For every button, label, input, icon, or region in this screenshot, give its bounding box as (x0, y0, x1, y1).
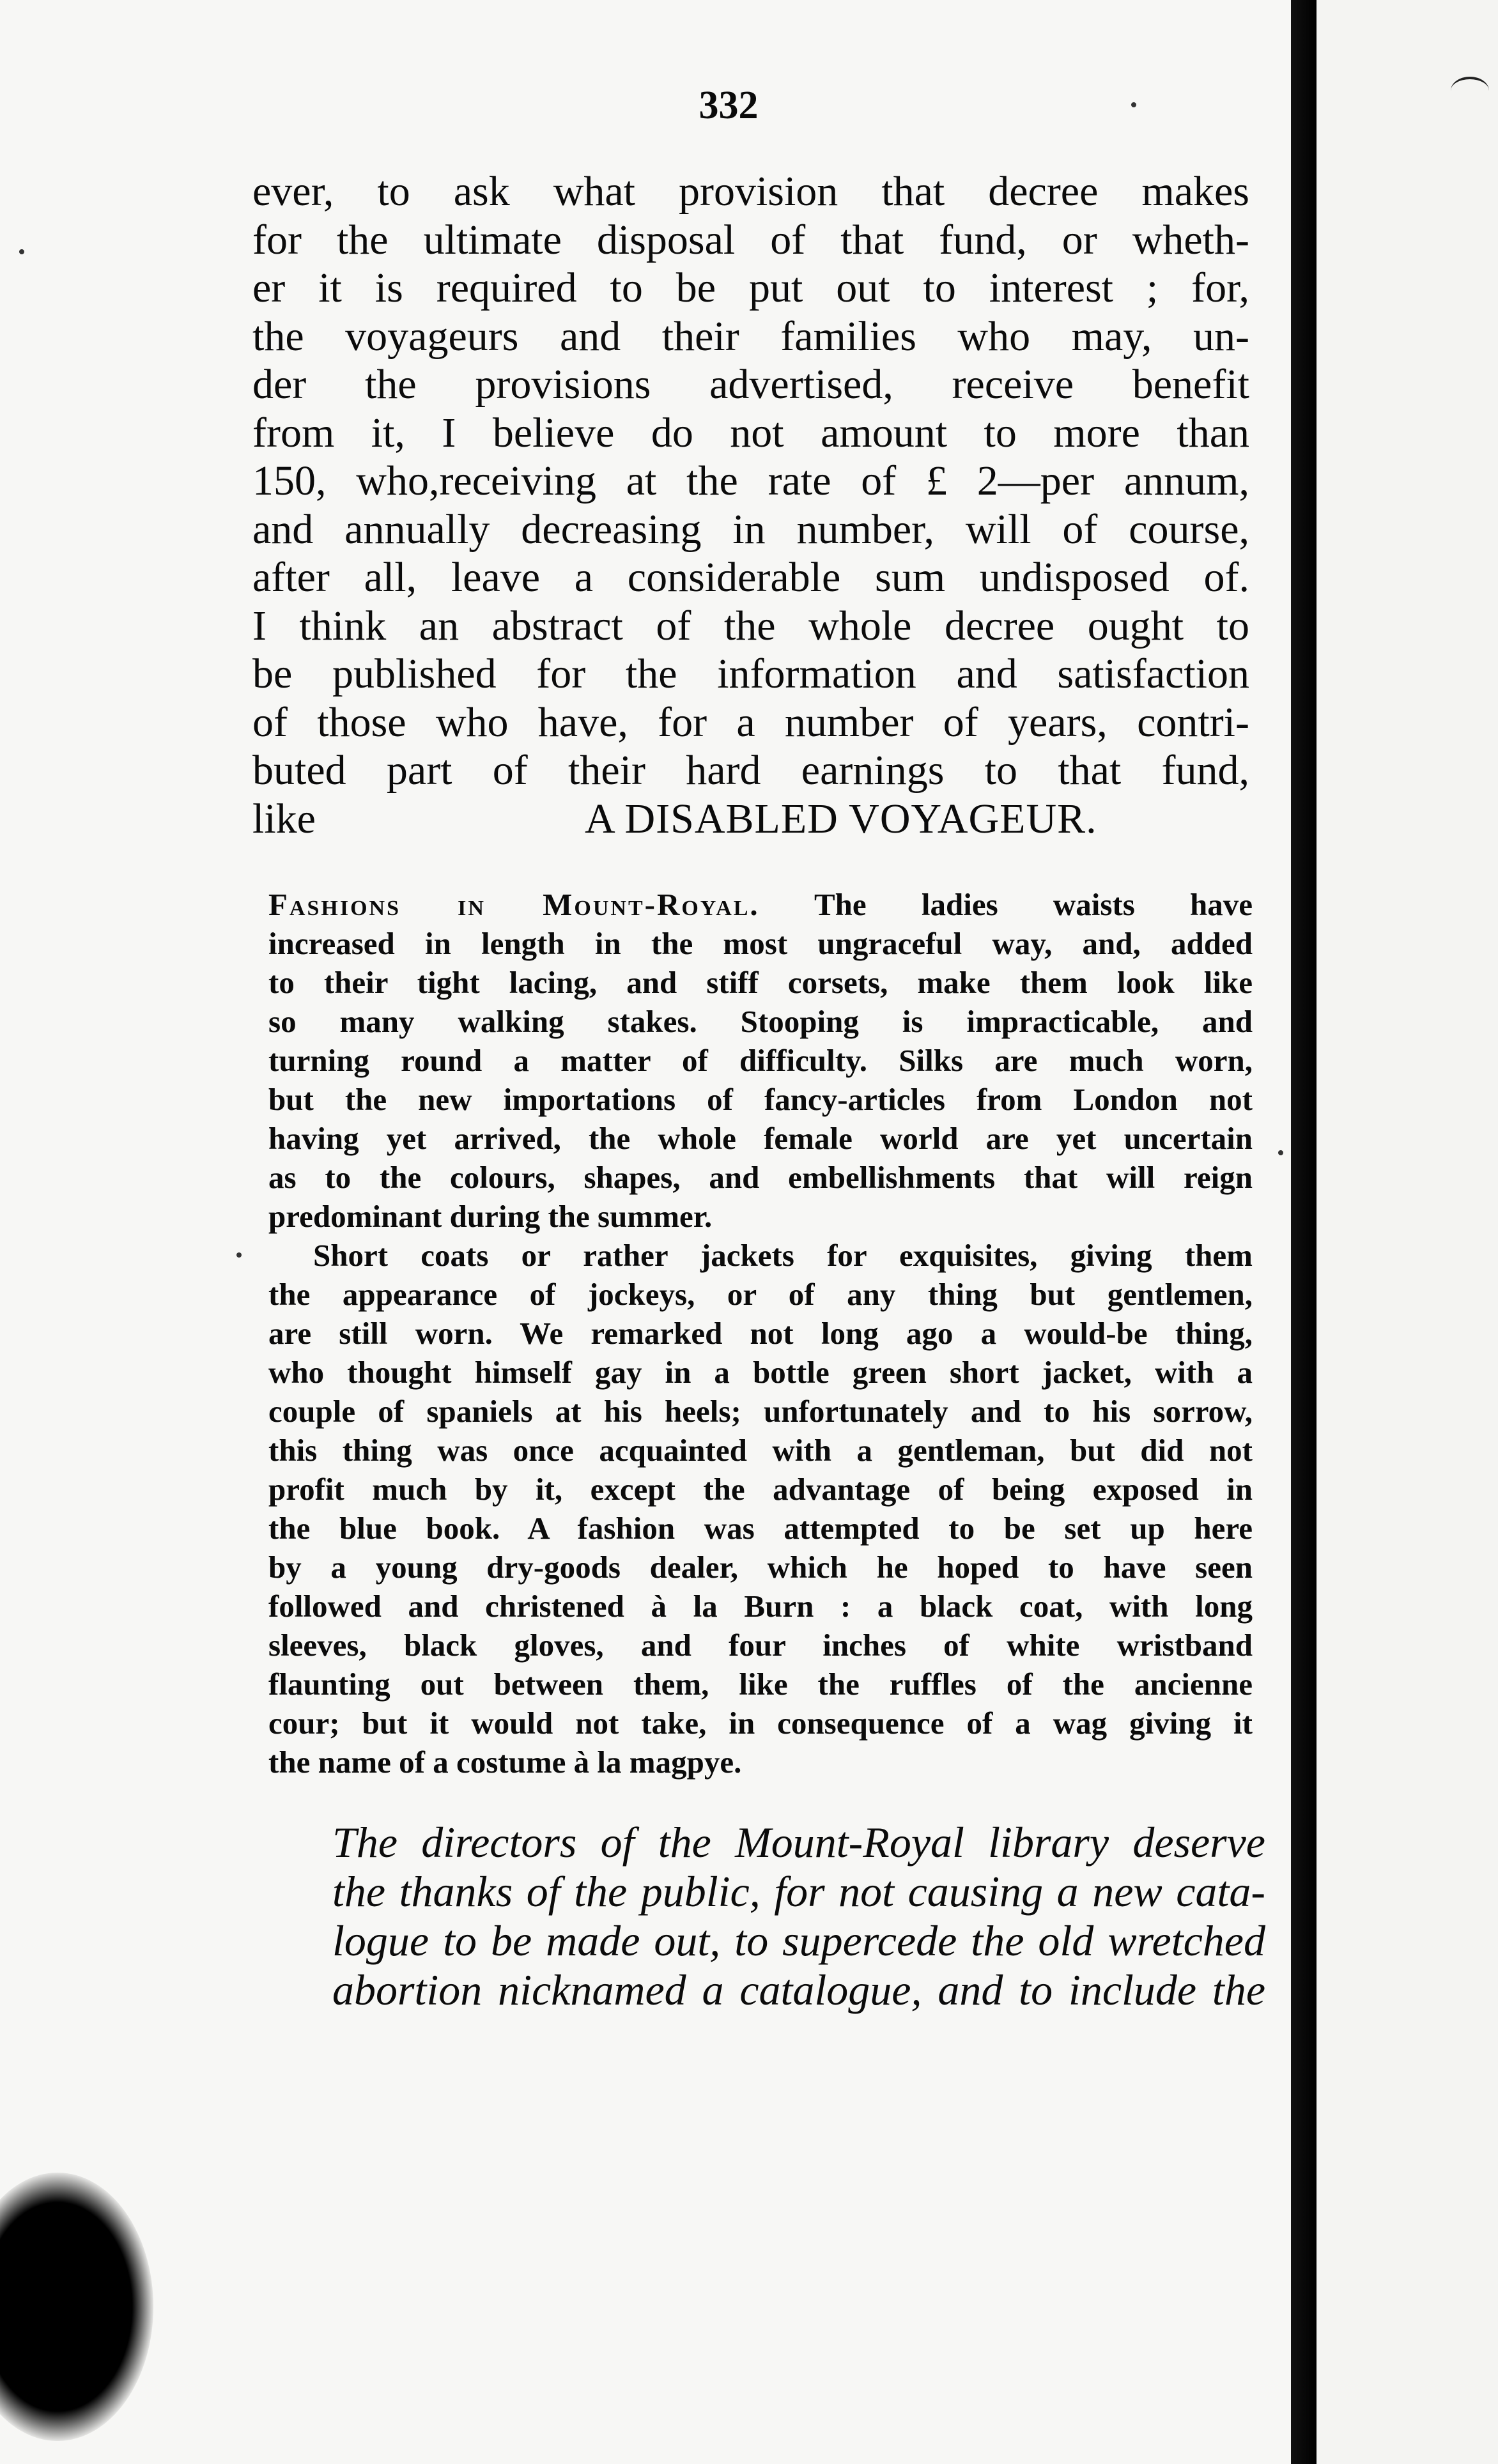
article-line: to their tight lacing, and stiff corsets, make them look like (268, 965, 1253, 1000)
article-line: by a young dry-goods dealer, which he hoped to have seen (268, 1550, 1253, 1585)
article-line: this thing was once acquainted with a gentleman, but did not (268, 1433, 1253, 1468)
letter-closing-line (252, 795, 1249, 843)
page-number: 332 (699, 84, 759, 127)
letter-closing-word: like (252, 795, 316, 842)
ink-speck (1131, 102, 1136, 107)
article-line: cour; but it would not take, in consequence of a wag giving it (268, 1706, 1253, 1741)
letter-line: er it is required to be put out to interest ; for, (252, 265, 1249, 311)
letter-line: der the provisions advertised, receive benefit (252, 361, 1249, 408)
article-line: as to the colours, shapes, and embellishments that will reign (268, 1160, 1253, 1195)
facing-page-edge (1317, 0, 1498, 2464)
article-line: who thought himself gay in a bottle green short jacket, with a (268, 1355, 1253, 1390)
article-first-line (268, 885, 1253, 924)
article-line: profit much by it, except the advantage of being exposed in (268, 1472, 1253, 1507)
notice-line: logue to be made out, to supercede the old wretched (332, 1916, 1265, 1965)
article-line: the blue book. A fashion was attempted to be set up here (268, 1511, 1253, 1546)
notice-line: abortion nicknamed a catalogue, and to include the (332, 1966, 1265, 2014)
ink-speck (236, 1252, 242, 1258)
article-line: turning round a matter of difficulty. Silks are much worn, (268, 1043, 1253, 1078)
letter-line: be published for the information and satisfaction (252, 651, 1249, 697)
article-line: sleeves, black gloves, and four inches of white wristband (268, 1628, 1253, 1663)
letter-line: ever, to ask what provision that decree makes (252, 168, 1249, 215)
letter-line: 150, who,receiving at the rate of £ 2—per annum, (252, 458, 1249, 504)
article-line: the appearance of jockeys, or of any thing but gentlemen, (268, 1277, 1253, 1312)
fashions-article (268, 885, 1253, 1782)
article-line: having yet arrived, the whole female world are yet uncertain (268, 1121, 1253, 1156)
letter-line: I think an abstract of the whole decree ought to (252, 602, 1249, 649)
article-line: Short coats or rather jackets for exquisites, giving them (313, 1238, 1253, 1273)
ink-speck (19, 249, 24, 254)
letter-line: for the ultimate disposal of that fund, or wheth- (252, 216, 1249, 263)
page-gutter-shadow (1291, 0, 1317, 2464)
letter-line: and annually decreasing in number, will of course, (252, 505, 1249, 553)
article-line: are still worn. We remarked not long ago a would-be thing, (268, 1316, 1253, 1351)
article-line: increased in length in the most ungraceful way, and, added (268, 926, 1253, 961)
letter-line: the voyageurs and their families who may, un- (252, 312, 1249, 360)
notice-line: the thanks of the public, for not causing a new cata- (332, 1867, 1265, 1916)
letter-line: after all, leave a considerable sum undisposed of. (252, 554, 1249, 601)
notice-line: The directors of the Mount-Royal library deserve (332, 1818, 1265, 1867)
article-line: flaunting out between them, like the ruffles of the ancienne (268, 1667, 1253, 1702)
letter-line: buted part of their hard earnings to that fund, (252, 747, 1249, 794)
article-line: but the new importations of fancy-articles from London not (268, 1082, 1253, 1117)
article-line: couple of spaniels at his heels; unfortunately and to his sorrow, (268, 1394, 1253, 1429)
facing-page-mark (1451, 77, 1489, 105)
letter-line: of those who have, for a number of years, contri- (252, 698, 1249, 746)
library-notice (332, 1818, 1265, 2015)
letter-line: from it, I believe do not amount to more than (252, 409, 1249, 456)
article-line: so many walking stakes. Stooping is impracticable, and (268, 1004, 1253, 1039)
letter-signature: A DISABLED VOYAGEUR. (585, 795, 1097, 842)
article-first-line-text: The ladies waists have (814, 887, 1253, 922)
ink-speck (1278, 1150, 1283, 1155)
article-heading: Fashions in Mount-Royal. (268, 887, 760, 922)
letter-text (252, 167, 1249, 843)
article-line: the name of a costume à la magpye. (268, 1744, 742, 1780)
article-line: followed and christened à la Burn : a black coat, with long (268, 1589, 1253, 1624)
article-line: predominant during the summer. (268, 1199, 713, 1234)
